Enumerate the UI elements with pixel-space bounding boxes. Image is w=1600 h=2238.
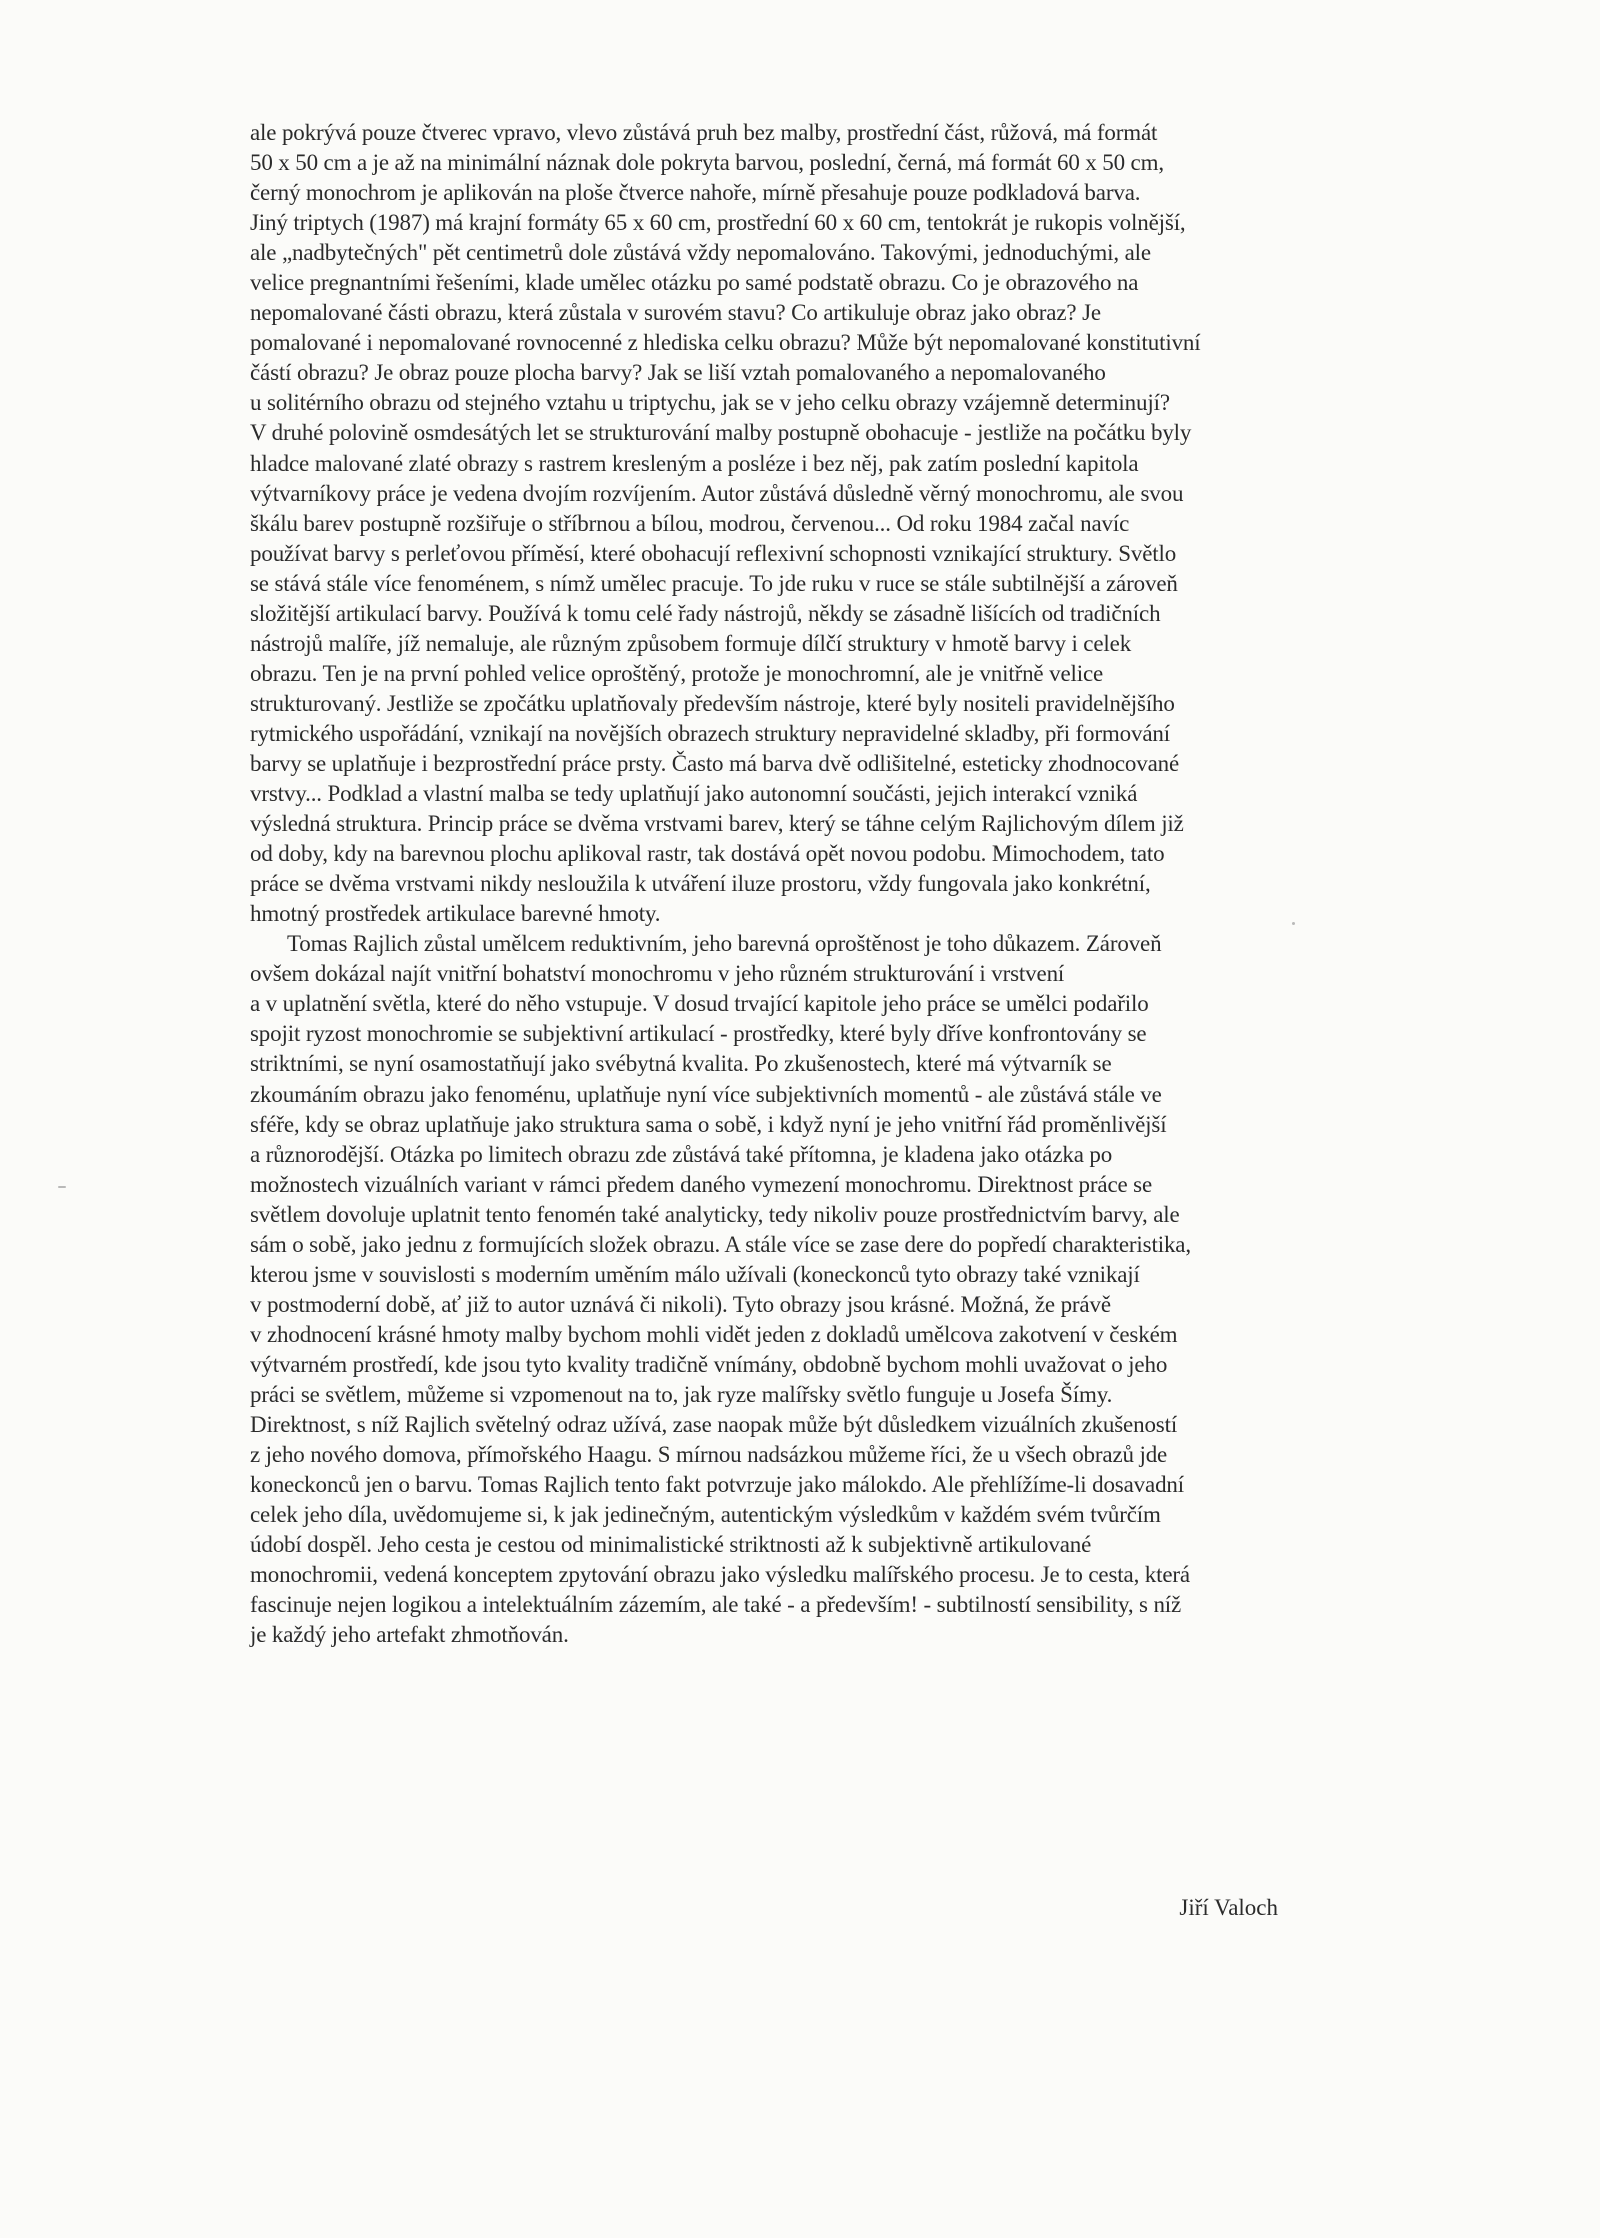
text-line: monochromii, vedená konceptem zpytování obrazu jako výsledku malířského procesu. Je to cesta, která — [250, 1562, 1190, 1588]
paragraph-1 — [250, 118, 1282, 929]
text-line: obrazu. Ten je na první pohled velice oproštěný, protože je monochromní, ale je vnitřně velice — [250, 660, 1104, 686]
text-line: výtvarném prostředí, kde jsou tyto kvality tradičně vnímány, obdobně bychom mohli uvažovat o jeho — [250, 1351, 1168, 1377]
text-line: a různorodější. Otázka po limitech obrazu zde zůstává také přítomna, je kladena jako otázka po — [250, 1141, 1113, 1167]
text-line: Tomas Rajlich zůstal umělcem reduktivním, jeho barevná oproštěnost je toho důkazem. Zároveň — [287, 931, 1162, 957]
text-line: velice pregnantními řešeními, klade umělec otázku po samé podstatě obrazu. Co je obrazového na — [250, 270, 1139, 296]
text-line: strukturovaný. Jestliže se zpočátku uplatňovaly především nástroje, které byly nositeli pravidelnějšího — [250, 690, 1175, 716]
text-line: spojit ryzost monochromie se subjektivní artikulací - prostředky, které byly dříve konfrontovány se — [250, 1021, 1147, 1047]
text-line: práce se dvěma vrstvami nikdy nesloužila k utváření iluze prostoru, vždy fungovala jako konkrétní, — [250, 871, 1151, 897]
text-line: barvy se uplatňuje i bezprostřední práce prsty. Často má barva dvě odlišitelné, esteticky zhodnocované — [250, 750, 1180, 776]
text-line: je každý jeho artefakt zhmotňován. — [250, 1622, 569, 1648]
text-line: ale pokrývá pouze čtverec vpravo, vlevo zůstává pruh bez malby, prostřední část, růžová, má formát — [250, 120, 1158, 145]
text-line: ovšem dokázal najít vnitřní bohatství monochromu v jeho různém strukturování i vrstvení — [250, 961, 1065, 987]
text-line: práci se světlem, můžeme si vzpomenout na to, jak ryze malířsky světlo funguje u Josefa Šímy. — [250, 1381, 1113, 1407]
text-line: hmotný prostředek artikulace barevné hmoty. — [250, 901, 661, 927]
author-signature: Jiří Valoch — [1179, 1895, 1278, 1920]
text-line: složitější artikulací barvy. Používá k tomu celé řady nástrojů, někdy se zásadně lišících od tradičních — [250, 600, 1161, 626]
text-line: Direktnost, s níž Rajlich světelný odraz užívá, zase naopak může být důsledkem vizuálních zkušeností — [250, 1412, 1178, 1438]
text-line: V druhé polovině osmdesátých let se strukturování malby postupně obohacuje - jestliže na počátku byly — [250, 420, 1192, 446]
text-line: se stává stále více fenoménem, s nímž umělec pracuje. To jde ruku v ruce se stále subtilnější a zároveň — [250, 570, 1178, 596]
margin-speck — [58, 1186, 66, 1188]
text-line: ale „nadbytečných" pět centimetrů dole zůstává vždy nepomalováno. Takovými, jednoduchými, ale — [250, 240, 1151, 266]
text-line: používat barvy s perleťovou příměsí, které obohacují reflexivní schopnosti vznikající struktury. Světlo — [250, 540, 1177, 566]
text-line: u solitérního obrazu od stejného vztahu u triptychu, jak se v jeho celku obrazy vzájemně determinují? — [250, 390, 1170, 416]
text-line: a v uplatnění světla, které do něho vstupuje. V dosud trvající kapitole jeho práce se umělci podařilo — [250, 991, 1149, 1017]
text-line: striktními, se nyní osamostatňují jako svébytná kvalita. Po zkušenostech, které má výtvarník se — [250, 1051, 1112, 1077]
body-text — [250, 118, 1282, 1650]
text-line: sféře, kdy se obraz uplatňuje jako struktura sama o sobě, i když nyní je jeho vnitřní řád proměnlivější — [250, 1111, 1167, 1137]
text-line: z jeho nového domova, přímořského Haagu. S mírnou nadsázkou můžeme říci, že u všech obrazů jde — [250, 1442, 1168, 1468]
text-line: údobí dospěl. Jeho cesta je cestou od minimalistické striktnosti až k subjektivně artikulované — [250, 1532, 1092, 1558]
text-line: možnostech vizuálních variant v rámci předem daného vymezení monochromu. Direktnost práce se — [250, 1171, 1153, 1197]
text-line: kterou jsme v souvislosti s moderním uměním málo užívali (koneckonců tyto obrazy také vznikají — [250, 1261, 1140, 1287]
text-line: výtvarníkovy práce je vedena dvojím rozvíjením. Autor zůstává důsledně věrný monochromu, ale svou — [250, 480, 1184, 506]
paragraph-2 — [250, 929, 1282, 1650]
text-line: Jiný triptych (1987) má krajní formáty 65 x 60 cm, prostřední 60 x 60 cm, tentokrát je rukopis volnější, — [250, 210, 1186, 236]
text-line: fascinuje nejen logikou a intelektuálním zázemím, ale také - a především! - subtilností sensibility, s níž — [250, 1592, 1182, 1618]
text-line: 50 x 50 cm a je až na minimální náznak dole pokryta barvou, poslední, černá, má formát 60 x 50 cm, — [250, 150, 1164, 176]
text-line: zkoumáním obrazu jako fenoménu, uplatňuje nyní více subjektivních momentů - ale zůstává stále ve — [250, 1081, 1162, 1107]
text-line: škálu barev postupně rozšiřuje o stříbrnou a bílou, modrou, červenou... Od roku 1984 začal navíc — [250, 510, 1130, 536]
text-line: koneckonců jen o barvu. Tomas Rajlich tento fakt potvrzuje jako málokdo. Ale přehlížíme-li dosavadní — [250, 1472, 1185, 1498]
text-line: vrstvy... Podklad a vlastní malba se tedy uplatňují jako autonomní součásti, jejich interakcí vzniká — [250, 781, 1138, 807]
text-line: černý monochrom je aplikován na ploše čtverce nahoře, mírně přesahuje pouze podkladová barva. — [250, 180, 1141, 206]
text-line: od doby, kdy na barevnou plochu aplikoval rastr, tak dostává opět novou podobu. Mimochodem, tato — [250, 841, 1165, 867]
text-line: pomalované i nepomalované rovnocenné z hlediska celku obrazu? Může být nepomalované konstitutivní — [250, 330, 1201, 356]
text-line: sám o sobě, jako jednu z formujících složek obrazu. A stále více se zase dere do popředí charakteristika, — [250, 1231, 1191, 1257]
text-line: částí obrazu? Je obraz pouze plocha barvy? Jak se liší vztah pomalovaného a nepomalovaného — [250, 360, 1106, 386]
text-line: v postmoderní době, ať již to autor uznává či nikoli). Tyto obrazy jsou krásné. Možná, že právě — [250, 1291, 1111, 1317]
text-line: nástrojů malíře, jíž nemaluje, ale různým způsobem formuje dílčí struktury v hmotě barvy i celek — [250, 630, 1132, 656]
text-line: v zhodnocení krásné hmoty malby bychom mohli vidět jeden z dokladů umělcova zakotvení v českém — [250, 1321, 1178, 1347]
text-line: výsledná struktura. Princip práce se dvěma vrstvami barev, který se táhne celým Rajlichovým dílem již — [250, 811, 1184, 837]
text-line: celek jeho díla, uvědomujeme si, k jak jedinečným, autentickým výsledkům v každém svém tvůrčím — [250, 1502, 1161, 1528]
text-line: nepomalované části obrazu, která zůstala v surovém stavu? Co artikuluje obraz jako obraz? Je — [250, 300, 1101, 326]
text-line: rytmického uspořádání, vznikají na novějších obrazech struktury nepravidelné skladby, při formování — [250, 720, 1170, 746]
text-line: hladce malované zlaté obrazy s rastrem kresleným a posléze i bez něj, pak zatím poslední kapitola — [250, 450, 1139, 476]
margin-speck — [1292, 922, 1295, 925]
text-line: světlem dovoluje uplatnit tento fenomén také analyticky, tedy nikoliv pouze prostřednictvím barvy, ale — [250, 1201, 1180, 1227]
